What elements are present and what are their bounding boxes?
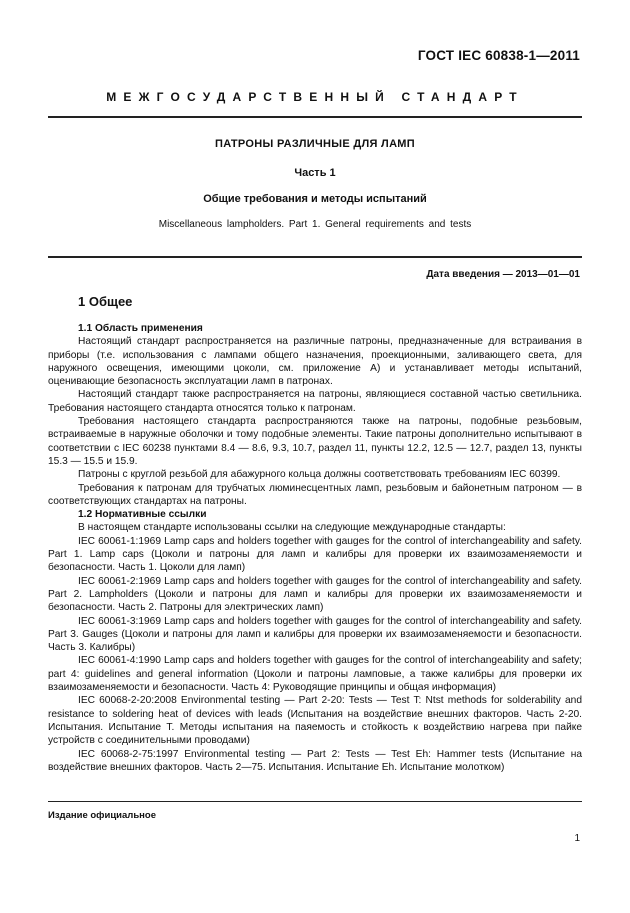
subsection-heading-references: 1.2 Нормативные ссылки xyxy=(78,509,207,521)
reference-item: IEC 60061-2:1969 Lamp caps and holders together with gauges for the control of interchangeability and safety. Part 2. Lampholders (Цоколи и патроны для ламп и калибры для проверки их взаимозаменяемости и безопасности. Часть 2. Патроны для электрических ламп) xyxy=(48,575,582,614)
paragraph: Патроны с круглой резьбой для абажурного кольца должны соответствовать требованиям IEC 60399. xyxy=(78,469,561,481)
subsection-heading-scope: 1.1 Область применения xyxy=(78,323,203,334)
reference-item: IEC 60061-4:1990 Lamp caps and holders together with gauges for the control of interchangeability and safety; part 4: guidelines and general information (Цоколи и патроны ламповые, а также калибры для проверки их взаимозаменяемости и безопасности. Часть 4: Руководящие принципы и общая информация) xyxy=(48,655,582,694)
paragraph: Требования к патронам для трубчатых люминесцентных ламп, резьбовым и байонетным патроном — в соответствующих стандартах на патроны. xyxy=(48,482,582,507)
section-heading: 1 Общее xyxy=(78,294,133,309)
english-title: Miscellaneous lampholders. Part 1. General requirements and tests xyxy=(158,219,472,230)
reference-item: IEC 60068-2-20:2008 Environmental testing — Part 2-20: Tests — Test T: Ntst methods for solderability and resistance to soldering heat of devices with leads (Испытания на воздействие внешних факторов. Часть 2-20. Испытания. Испытание Т. Методы испытания на паяемость и стойкость к воздействию нагрева при пайке устройств с соединительными проводами) xyxy=(48,695,582,747)
reference-item: IEC 60061-3:1969 Lamp caps and holders together with gauges for the control of interchangeability and safety. Part 3. Gauges (Цоколи и патроны для ламп и калибры для проверки их взаимозаменяемости и безопасности. Часть 3. Калибры) xyxy=(48,615,582,654)
paragraph: В настоящем стандарте использованы ссылки на следующие международные стандарты: xyxy=(78,522,506,534)
document-subtitle: Общие требования и методы испытаний xyxy=(203,193,427,205)
header-divider xyxy=(48,116,582,118)
paragraph: Требования настоящего стандарта распространяются также на патроны, подобные резьбовым, встраиваемые в наружные оболочки и тому подобные элементы. Такие патроны дополнительно испытывают в соответствии с IEC 60238 пунктами 8.4 — 8.6, 9.3, 10.7, раздел 11, пункты 12.2, 12.5 — 12.7, раздел 13, пункты 15.3 — 15.5 и 15.9. xyxy=(48,416,582,467)
document-title: ПАТРОНЫ РАЗЛИЧНЫЕ ДЛЯ ЛАМП xyxy=(215,138,415,150)
page-number: 1 xyxy=(574,833,580,844)
paragraph: Настоящий стандарт распространяется на различные патроны, предназначенные для встраивания в приборы (т.е. использования с лампами общего назначения, проекционными, заливающего света, для наружного освещения, имеющими цоколи, см. приложение А) и устанавливает методы испытаний, оценивающие безопасность эксплуатации ламп в патронах. xyxy=(48,336,582,388)
paragraph: Настоящий стандарт также распространяется на патроны, являющиеся составной частью светильника. Требования настоящего стандарта относятся только к патронам. xyxy=(48,389,582,414)
reference-item: IEC 60061-1:1969 Lamp caps and holders together with gauges for the control of interchangeability and safety. Part 1. Lamp caps (Цоколи и патроны для ламп и калибры для проверки их взаимозаменяемости и безопасности. Часть 1. Цоколи для ламп) xyxy=(48,535,582,574)
interstate-standard-label: МЕЖГОСУДАРСТВЕННЫЙ СТАНДАРТ xyxy=(106,90,524,104)
reference-item: IEC 60068-2-75:1997 Environmental testing — Part 2: Tests — Test Eh: Hammer tests (Испытание на воздействие внешних факторов. Часть 2—75. Испытания. Испытание Eh. Испытание молотком) xyxy=(48,748,582,773)
part-label: Часть 1 xyxy=(294,167,336,179)
footer-divider xyxy=(48,801,582,802)
introduction-date: Дата введения — 2013—01—01 xyxy=(426,269,580,280)
body-text xyxy=(48,322,582,774)
title-divider xyxy=(48,256,582,258)
standard-code: ГОСТ IEC 60838-1—2011 xyxy=(417,48,580,63)
edition-label: Издание официальное xyxy=(48,810,156,821)
